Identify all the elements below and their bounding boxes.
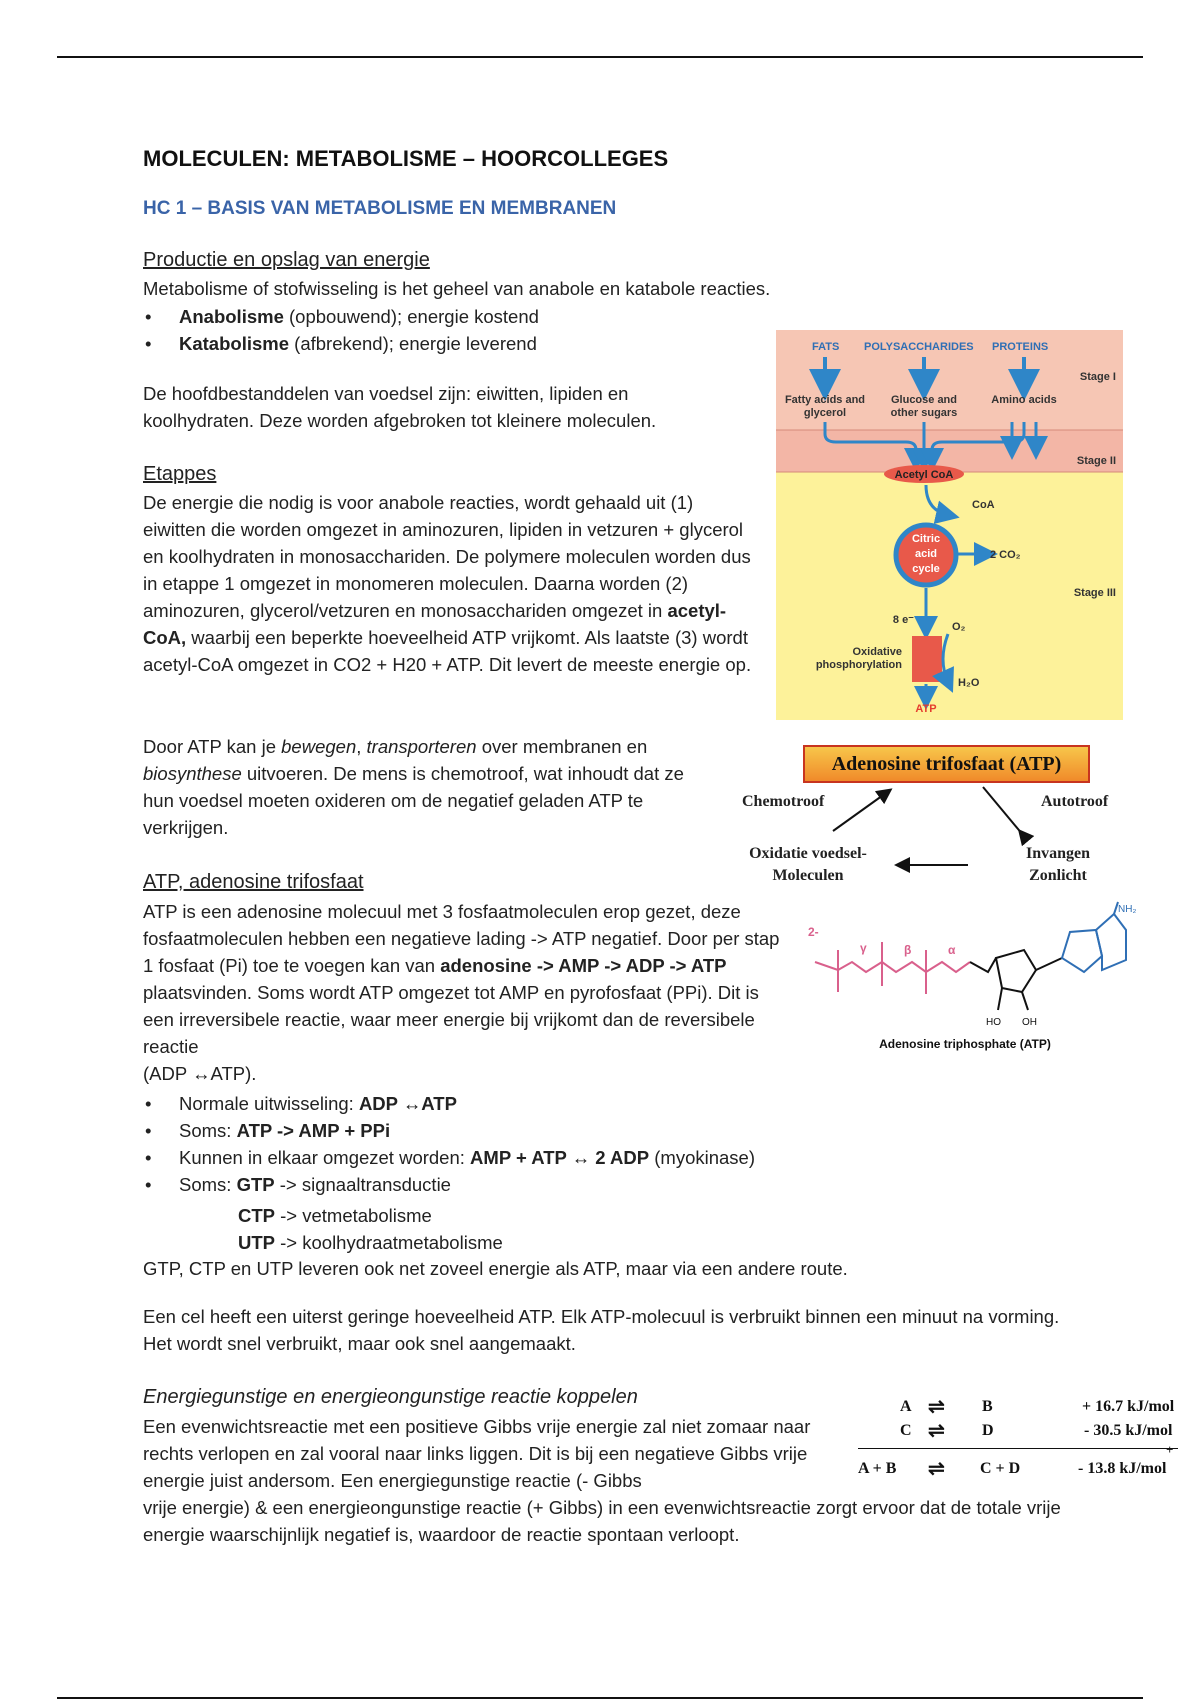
nh2-label: NH₂ (1118, 904, 1137, 915)
list-continuation: UTP -> koolhydraatmetabolisme (238, 1232, 503, 1253)
list-item: • Katabolisme (afbrekend); energie leverend (143, 330, 743, 357)
atp-structure-figure (800, 900, 1137, 1060)
paragraph: Metabolisme of stofwisseling is het geheel van anabole en katabole reacties. (143, 278, 771, 299)
atp-cycle-title: Adenosine trifosfaat (ATP) (803, 745, 1090, 783)
oh-label: OH (1022, 1017, 1037, 1028)
list-item: • Normale uitwisseling: ADP ↔ATP (143, 1090, 1043, 1117)
paragraph: Door ATP kan je bewegen, transporteren over membranen en biosynthese uitvoeren. De mens is chemotroof, wat inhoudt dat ze hun voedsel moeten oxideren om de negatief geladen ATP te verkrijgen. (143, 736, 684, 838)
plus-sign: + (1166, 1442, 1174, 1457)
glycerol-label: glycerol (803, 407, 847, 419)
glucose-label: Glucose and (890, 394, 958, 406)
metabolism-stages-figure (776, 330, 1123, 720)
stage-one-label: Stage I (1079, 371, 1116, 383)
section-heading-atp: ATP, adenosine trifosfaat (143, 871, 364, 893)
list-continuation: CTP -> vetmetabolisme (238, 1205, 432, 1226)
list-item: • Soms: GTP -> signaaltransductie (143, 1171, 1043, 1198)
charge-label: 2- (808, 925, 819, 939)
stage-three-label: Stage III (1073, 587, 1116, 599)
paragraph: Een cel heeft een uiterst geringe hoeveelheid ATP. Elk ATP-molecuul is verbruikt binnen een minuut na vorming. Het wordt snel verbruikt, maar ook snel aangemaakt. (143, 1306, 1060, 1354)
alpha-label: α (948, 943, 956, 957)
oxidative-phosphorylation-block (912, 636, 942, 682)
electrons-label: 8 e⁻ (892, 614, 914, 626)
cycle-label: cycle (912, 563, 940, 575)
stage-two-band (776, 430, 1123, 472)
autotroof-label: Autotroof (1041, 793, 1109, 810)
phosphorylation-label: phosphorylation (815, 659, 902, 671)
paragraph: (ADP ↔ATP). (143, 1063, 257, 1084)
paragraph: De energie die nodig is voor anabole reacties, wordt gehaald uit (1) eiwitten die worden omgezet in aminozuren, lipiden in vetzuren + glycerol en koolhydraten in monosacchariden. De polymere moleculen worden dus in etappe 1 omgezet in monomeren moleculen. Daarna worden (2) aminozuren, glycerol/vetzuren en monosacchariden omgezet in acetyl-CoA, waarbij een beperkte hoeveelheid ATP vrijkomt. Als laatste (3) wordt acetyl-CoA omgezet in CO2 + H20 + ATP. Dit levert de meeste energie op. (143, 492, 752, 675)
bullet-list (143, 1090, 1043, 1198)
stage-two-label: Stage II (1076, 455, 1116, 467)
list-item: • Soms: ATP -> AMP + PPi (143, 1117, 1043, 1144)
chemotroof-label: Chemotroof (742, 793, 825, 810)
gamma-label: γ (860, 941, 867, 955)
atp-output-label: ATP (915, 703, 937, 715)
co2-label: 2 CO₂ (990, 549, 1021, 561)
reaction-row: A ⇌ B + 16.7 kJ/mol (900, 1396, 1175, 1418)
stage-three-band (776, 472, 1123, 720)
bullet-list (143, 303, 743, 357)
paragraph: vrije energie) & een energieongunstige reactie (+ Gibbs) in een evenwichtsreactie zorgt ervoor dat de totale vrije energie waarschijnlijk negatief is, waardoor de reactie spontaan verloopt. (143, 1497, 1061, 1545)
section-heading-energie: Productie en opslag van energie (143, 249, 430, 271)
paragraph: ATP is een adenosine molecuul met 3 fosfaatmoleculen erop gezet, deze fosfaatmoleculen hebben een negatieve lading -> ATP negatief. Door per stap 1 fosfaat (Pi) toe te voegen kan van adenosine -> AMP -> ADP -> ATP plaatsvinden. Soms wordt ATP omgezet tot AMP en pyrofosfaat (PPi). Dit is een irreversibele reactie, waar meer energie bij vrijkomt dan de reversibele reactie (143, 901, 780, 1057)
reaction-row: C ⇌ D - 30.5 kJ/mol (900, 1420, 1173, 1442)
sum-line (858, 1448, 1178, 1449)
oxidative-label: Oxidative (852, 646, 902, 658)
paragraph: GTP, CTP en UTP leveren ook net zoveel energie als ATP, maar via een andere route. (143, 1258, 848, 1279)
sugars-label: other sugars (890, 407, 958, 419)
acid-label: acid (914, 548, 938, 560)
acetyl-coa-label: Acetyl CoA (894, 469, 954, 481)
paragraph: De hoofdbestanddelen van voedsel zijn: eiwitten, lipiden en koolhydraten. Deze worden afgebroken tot kleinere moleculen. (143, 383, 657, 431)
chapter-heading: HC 1 – BASIS VAN METABOLISME EN MEMBRANEN (143, 198, 617, 219)
list-item: • Anabolisme (opbouwend); energie kostend (143, 303, 743, 330)
paragraph: Een evenwichtsreactie met een positieve Gibbs vrije energie zal niet zomaar naar rechts verlopen en zal vooral naar links liggen. Dit is bij een negatieve Gibbs vrije energie juist andersom. Een energiegunstige reactie (- Gibbs (143, 1416, 811, 1491)
invangen-label: Invangen Zonlicht (1025, 845, 1091, 884)
oxygen-label: O₂ (952, 621, 966, 633)
section-heading-etappes: Etappes (143, 463, 217, 485)
section-heading-koppelen: Energiegunstige en energieongunstige reactie koppelen (143, 1386, 638, 1408)
citric-label: Citric (911, 533, 941, 545)
page-title: MOLECULEN: METABOLISME – HOORCOLLEGES (143, 146, 669, 171)
reaction-row: A + B ⇌ C + D - 13.8 kJ/mol (858, 1458, 1167, 1480)
amino-acids-label: Amino acids (991, 394, 1057, 406)
bottom-rule (57, 1697, 1143, 1699)
ho-label: HO (986, 1017, 1001, 1028)
list-item: • Kunnen in elkaar omgezet worden: AMP + ATP ↔ 2 ADP (myokinase) (143, 1144, 1043, 1171)
coa-label: CoA (972, 499, 995, 511)
fats-label: FATS (812, 341, 840, 353)
atp-structure-caption: Adenosine triphosphate (ATP) (879, 1037, 1051, 1051)
coupled-reactions-figure (850, 1398, 1190, 1478)
proteins-label: PROTEINS (992, 341, 1049, 353)
top-rule (57, 56, 1143, 58)
water-label: H₂O (958, 677, 980, 689)
polysaccharides-label: POLYSACCHARIDES (864, 341, 974, 353)
oxidatie-label: Oxidatie voedsel- Moleculen (749, 845, 867, 884)
beta-label: β (904, 943, 912, 957)
atp-cycle-figure (728, 735, 1128, 895)
fatty-acids-label: Fatty acids and (784, 394, 866, 406)
